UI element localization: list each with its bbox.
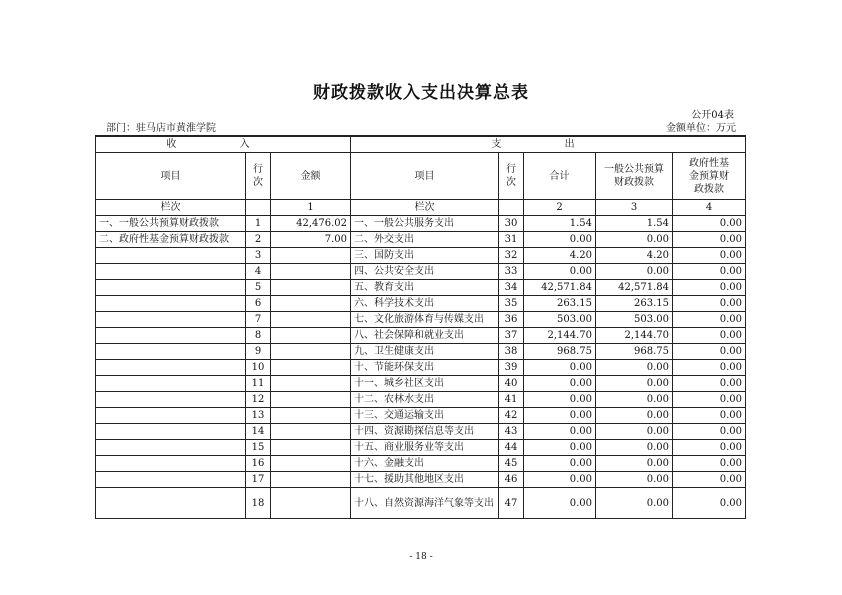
- cell-ex-no: 44: [499, 440, 524, 456]
- cell-in-no: 5: [246, 280, 271, 296]
- cell-ex-item: 十四、资源勘探信息等支出: [351, 424, 499, 440]
- cell-total: 0.00: [524, 264, 596, 280]
- table-row: [96, 472, 746, 488]
- income-section-header: 收 入: [96, 136, 351, 153]
- cell-in-amount: [271, 296, 351, 312]
- column-label-right: 栏次: [351, 200, 499, 216]
- cell-ex-no: 45: [499, 456, 524, 472]
- cell-total: 0.00: [524, 424, 596, 440]
- cell-in-item: [96, 344, 246, 360]
- column-number-row: [96, 200, 746, 216]
- income-row-no-header: 行 次: [246, 153, 271, 200]
- page-number: - 18 -: [409, 552, 433, 562]
- cell-in-amount: [271, 264, 351, 280]
- cell-in-item: [96, 488, 246, 519]
- table-row: [96, 392, 746, 408]
- cell-fund: 0.00: [673, 344, 746, 360]
- cell-ex-item: 十一、城乡社区支出: [351, 376, 499, 392]
- cell-in-amount: [271, 488, 351, 519]
- cell-fund: 0.00: [673, 312, 746, 328]
- cell-in-item: 二、政府性基金预算财政拨款: [96, 232, 246, 248]
- cell-general: 503.00: [596, 312, 673, 328]
- column-number-2: 2: [524, 200, 596, 216]
- cell-total: 263.15: [524, 296, 596, 312]
- cell-total: 0.00: [524, 472, 596, 488]
- cell-in-item: [96, 456, 246, 472]
- cell-general: 0.00: [596, 264, 673, 280]
- form-number: 公开04表: [691, 110, 734, 121]
- table-row: [96, 328, 746, 344]
- cell-fund: 0.00: [673, 360, 746, 376]
- cell-fund: 0.00: [673, 296, 746, 312]
- income-amount-header: 金额: [271, 153, 351, 200]
- cell-total: 0.00: [524, 456, 596, 472]
- cell-in-amount: [271, 312, 351, 328]
- cell-fund: 0.00: [673, 472, 746, 488]
- cell-in-no: 4: [246, 264, 271, 280]
- cell-in-amount: 7.00: [271, 232, 351, 248]
- cell-general: 4.20: [596, 248, 673, 264]
- cell-in-no: 9: [246, 344, 271, 360]
- cell-general: 0.00: [596, 392, 673, 408]
- cell-total: 42,571.84: [524, 280, 596, 296]
- table-row: [96, 312, 746, 328]
- column-blank-cell: [499, 200, 524, 216]
- cell-general: 0.00: [596, 376, 673, 392]
- cell-total: 503.00: [524, 312, 596, 328]
- cell-in-item: [96, 296, 246, 312]
- cell-ex-item: 十、节能环保支出: [351, 360, 499, 376]
- cell-in-amount: [271, 248, 351, 264]
- cell-ex-no: 47: [499, 488, 524, 519]
- cell-general: 263.15: [596, 296, 673, 312]
- table-row: [96, 456, 746, 472]
- table-row: [96, 296, 746, 312]
- cell-total: 0.00: [524, 360, 596, 376]
- cell-total: 0.00: [524, 392, 596, 408]
- cell-ex-item: 九、卫生健康支出: [351, 344, 499, 360]
- cell-in-no: 6: [246, 296, 271, 312]
- cell-in-amount: [271, 424, 351, 440]
- cell-fund: 0.00: [673, 328, 746, 344]
- cell-total: 2,144.70: [524, 328, 596, 344]
- cell-ex-no: 43: [499, 424, 524, 440]
- cell-in-no: 17: [246, 472, 271, 488]
- cell-ex-no: 39: [499, 360, 524, 376]
- cell-total: 4.20: [524, 248, 596, 264]
- cell-ex-item: 十八、自然资源海洋气象等支出: [351, 488, 499, 519]
- cell-in-item: [96, 280, 246, 296]
- cell-in-no: 8: [246, 328, 271, 344]
- cell-in-no: 7: [246, 312, 271, 328]
- cell-in-item: [96, 440, 246, 456]
- column-number-1: 1: [271, 200, 351, 216]
- cell-general: 0.00: [596, 488, 673, 519]
- cell-in-amount: [271, 360, 351, 376]
- table-row: [96, 232, 746, 248]
- cell-in-amount: [271, 440, 351, 456]
- cell-fund: 0.00: [673, 248, 746, 264]
- cell-in-item: [96, 328, 246, 344]
- cell-general: 0.00: [596, 408, 673, 424]
- cell-general: 968.75: [596, 344, 673, 360]
- cell-in-item: [96, 264, 246, 280]
- cell-in-amount: [271, 344, 351, 360]
- general-budget-header: 一般公共预算 财政拨款: [596, 153, 673, 200]
- column-blank-cell: [246, 200, 271, 216]
- section-header-row: [96, 136, 746, 153]
- column-number-3: 3: [596, 200, 673, 216]
- table-row: [96, 424, 746, 440]
- cell-ex-no: 40: [499, 376, 524, 392]
- cell-in-item: [96, 472, 246, 488]
- department-label: 部门：驻马店市黄淮学院: [106, 123, 216, 134]
- cell-fund: 0.00: [673, 488, 746, 519]
- cell-fund: 0.00: [673, 232, 746, 248]
- cell-ex-item: 一、一般公共服务支出: [351, 216, 499, 232]
- cell-in-no: 16: [246, 456, 271, 472]
- cell-ex-no: 31: [499, 232, 524, 248]
- cell-in-item: [96, 312, 246, 328]
- cell-fund: 0.00: [673, 456, 746, 472]
- cell-total: 0.00: [524, 376, 596, 392]
- cell-general: 0.00: [596, 440, 673, 456]
- table-body: [96, 216, 746, 519]
- cell-ex-item: 十五、商业服务业等支出: [351, 440, 499, 456]
- cell-ex-item: 二、外交支出: [351, 232, 499, 248]
- cell-in-amount: [271, 472, 351, 488]
- table-row: [96, 408, 746, 424]
- cell-total: 0.00: [524, 488, 596, 519]
- cell-in-no: 12: [246, 392, 271, 408]
- cell-ex-no: 46: [499, 472, 524, 488]
- column-number-4: 4: [673, 200, 746, 216]
- cell-ex-no: 36: [499, 312, 524, 328]
- table-row: [96, 280, 746, 296]
- cell-in-no: 13: [246, 408, 271, 424]
- cell-ex-item: 八、社会保障和就业支出: [351, 328, 499, 344]
- cell-in-amount: 42,476.02: [271, 216, 351, 232]
- cell-total: 0.00: [524, 232, 596, 248]
- cell-ex-no: 33: [499, 264, 524, 280]
- cell-ex-item: 三、国防支出: [351, 248, 499, 264]
- cell-ex-item: 十三、交通运输支出: [351, 408, 499, 424]
- table-row: [96, 488, 746, 519]
- cell-ex-no: 30: [499, 216, 524, 232]
- cell-general: 1.54: [596, 216, 673, 232]
- cell-total: 0.00: [524, 408, 596, 424]
- cell-in-amount: [271, 376, 351, 392]
- amount-unit-label: 金额单位：万元: [666, 123, 736, 134]
- cell-fund: 0.00: [673, 424, 746, 440]
- table-row: [96, 216, 746, 232]
- table-row: [96, 360, 746, 376]
- cell-in-no: 14: [246, 424, 271, 440]
- table-row: [96, 376, 746, 392]
- column-label-left: 栏次: [96, 200, 246, 216]
- cell-total: 1.54: [524, 216, 596, 232]
- expense-item-header: 项目: [351, 153, 499, 200]
- cell-in-no: 15: [246, 440, 271, 456]
- cell-in-no: 1: [246, 216, 271, 232]
- cell-in-item: [96, 424, 246, 440]
- table-row: [96, 440, 746, 456]
- cell-in-no: 11: [246, 376, 271, 392]
- cell-fund: 0.00: [673, 440, 746, 456]
- cell-in-amount: [271, 328, 351, 344]
- fund-budget-header: 政府性基 金预算财 政拨款: [673, 153, 746, 200]
- cell-general: 0.00: [596, 472, 673, 488]
- expense-row-no-header: 行 次: [499, 153, 524, 200]
- cell-general: 0.00: [596, 360, 673, 376]
- cell-in-amount: [271, 408, 351, 424]
- income-item-header: 项目: [96, 153, 246, 200]
- cell-ex-item: 七、文化旅游体育与传媒支出: [351, 312, 499, 328]
- table-row: [96, 344, 746, 360]
- cell-ex-no: 34: [499, 280, 524, 296]
- cell-in-item: [96, 408, 246, 424]
- cell-ex-item: 十七、援助其他地区支出: [351, 472, 499, 488]
- cell-in-item: 一、一般公共预算财政拨款: [96, 216, 246, 232]
- cell-in-amount: [271, 456, 351, 472]
- table-row: [96, 264, 746, 280]
- cell-ex-no: 38: [499, 344, 524, 360]
- cell-fund: 0.00: [673, 264, 746, 280]
- total-header: 合计: [524, 153, 596, 200]
- table-row: [96, 248, 746, 264]
- cell-ex-no: 42: [499, 408, 524, 424]
- cell-in-no: 2: [246, 232, 271, 248]
- cell-general: 0.00: [596, 456, 673, 472]
- cell-in-amount: [271, 392, 351, 408]
- cell-fund: 0.00: [673, 408, 746, 424]
- cell-ex-item: 五、教育支出: [351, 280, 499, 296]
- cell-general: 0.00: [596, 232, 673, 248]
- cell-ex-no: 37: [499, 328, 524, 344]
- cell-in-amount: [271, 280, 351, 296]
- cell-fund: 0.00: [673, 216, 746, 232]
- cell-ex-no: 32: [499, 248, 524, 264]
- column-header-row: [96, 153, 746, 200]
- cell-general: 2,144.70: [596, 328, 673, 344]
- expense-section-header: 支 出: [351, 136, 746, 153]
- cell-ex-item: 十六、金融支出: [351, 456, 499, 472]
- cell-in-no: 18: [246, 488, 271, 519]
- cell-in-item: [96, 376, 246, 392]
- cell-ex-item: 四、公共安全支出: [351, 264, 499, 280]
- budget-summary-table: [95, 135, 746, 519]
- cell-general: 42,571.84: [596, 280, 673, 296]
- cell-ex-item: 六、科学技术支出: [351, 296, 499, 312]
- cell-in-item: [96, 360, 246, 376]
- report-title: 财政拨款收入支出决算总表: [313, 83, 529, 103]
- cell-total: 0.00: [524, 440, 596, 456]
- cell-total: 968.75: [524, 344, 596, 360]
- cell-ex-item: 十二、农林水支出: [351, 392, 499, 408]
- cell-ex-no: 35: [499, 296, 524, 312]
- cell-in-no: 10: [246, 360, 271, 376]
- cell-ex-no: 41: [499, 392, 524, 408]
- cell-in-item: [96, 248, 246, 264]
- cell-fund: 0.00: [673, 376, 746, 392]
- cell-in-item: [96, 392, 246, 408]
- cell-in-no: 3: [246, 248, 271, 264]
- cell-general: 0.00: [596, 424, 673, 440]
- cell-fund: 0.00: [673, 392, 746, 408]
- cell-fund: 0.00: [673, 280, 746, 296]
